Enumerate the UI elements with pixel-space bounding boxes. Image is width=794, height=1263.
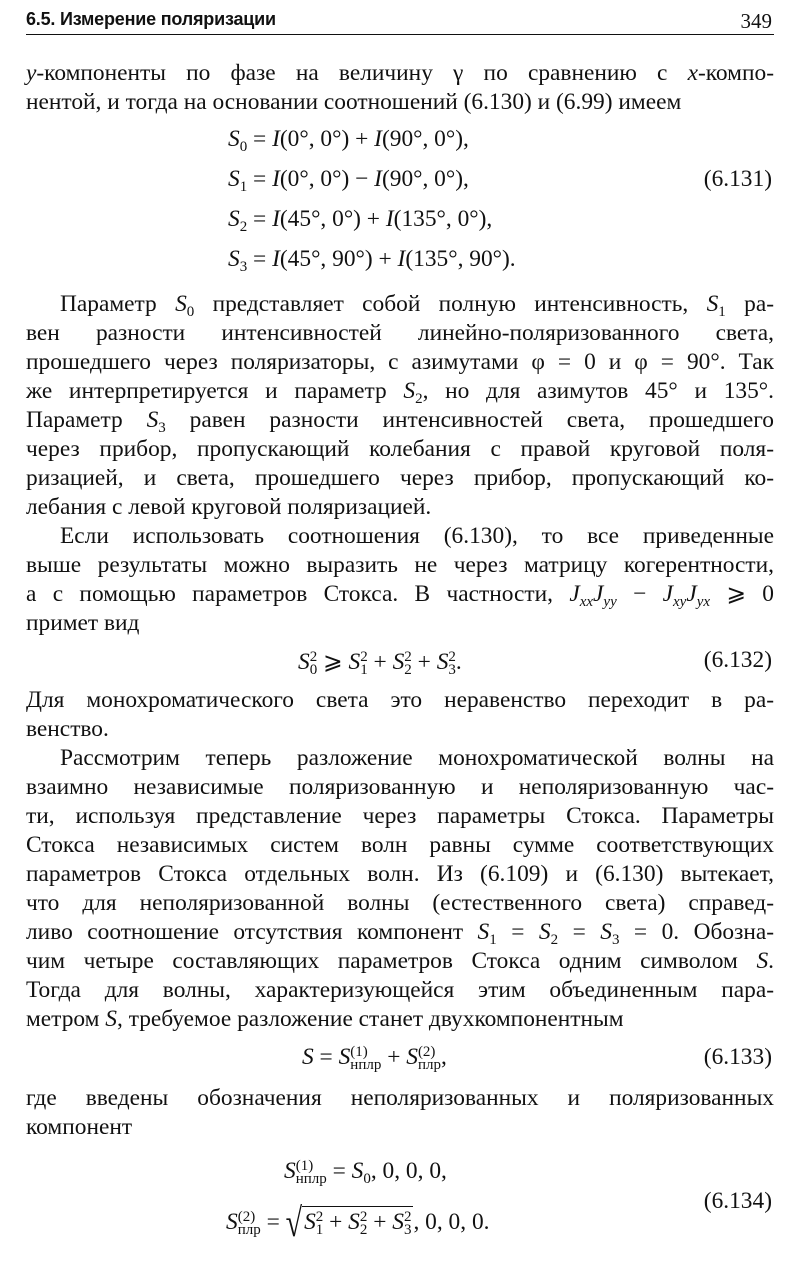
para6-line1: где введены обозначения неполяризованных и поляризованных: [26, 1085, 774, 1111]
running-header: [26, 9, 774, 35]
para5-line6: что для неполяризованной волны (естественного света) справед-: [26, 890, 774, 916]
para5-line5: параметров Стокса отдельных волн. Из (6.109) и (6.130) вытекает,: [26, 861, 774, 887]
para5-line9: Тогда для волны, характеризующейся этим объединенным пара-: [26, 977, 774, 1003]
eq-6-133: S = S (1) нплр + S (2) плр ,: [302, 1043, 447, 1073]
eq-6-132-number: (6.132): [703, 647, 772, 673]
para4-line2: венство.: [26, 716, 109, 742]
para3-line2: выше результаты можно выразить не через матрицу когерентности,: [26, 552, 774, 578]
para3-line3: а с помощью параметров Стокса. В частности, $J_{xx}J_{yy} - J_{xy}J_{yx}$ ⩾ 0: [26, 581, 774, 610]
section-title: 6.5. Измерение поляризации: [26, 9, 276, 29]
header-rule: [26, 34, 774, 35]
para3-line1: Если использовать соотношения (6.130), то все приведенные: [60, 523, 774, 549]
page-number: 349: [740, 9, 772, 33]
eq-6-131-row4: $S_3 = I(45^\circ$, 90°) + I(135°, 90°).: [228, 246, 516, 275]
para5-line7: ливо соотношение отсутствия компонент $S_1 = S_2 = S_3 = 0$. Обозна-: [26, 919, 775, 948]
eq-6-134-row1: S (1) нплр = $S_0$, 0, 0, 0,: [284, 1157, 447, 1187]
eq-6-133-number: (6.133): [703, 1044, 772, 1070]
eq-6-134-number: (6.134): [703, 1188, 772, 1214]
eq-6-132: S 2 0 ⩾ S 2 1 + S 2 2 + S 2 3 .: [298, 648, 462, 678]
para5-line4: Стокса независимых систем волн равны сумме соответствующих: [26, 832, 774, 858]
para3-line4: примет вид: [26, 610, 140, 636]
para6-line2: компонент: [26, 1114, 133, 1140]
para2-line5: Параметр $S_3$ равен разности интенсивностей света, прошедшего: [26, 407, 774, 436]
para1-line2: нентой, и тогда на основании соотношений (6.130) и (6.99) имеем: [26, 89, 682, 115]
para2-line2: вен разности интенсивностей линейно-поляризованного света,: [26, 320, 774, 346]
para2-line3: прошедшего через поляризаторы, с азимутами φ = 0 и φ = 90°. Так: [26, 349, 774, 375]
para5-line8: чим четыре составляющих параметров Стокса одним символом S.: [26, 948, 774, 974]
eq-6-131-number: (6.131): [703, 166, 772, 192]
eq-6-134-row2: S (2) плр = √S 2 1 + S 2 2 + S 2 3 , 0, 0, 0.: [226, 1201, 490, 1246]
eq-6-131-row3: $S_2 = I(45^\circ$, 0°) + I(135°, 0°),: [228, 206, 493, 235]
para2-line7: ризацией, и света, прошедшего через прибор, пропускающий ко-: [26, 465, 774, 491]
para1-line1: y-компоненты по фазе на величину γ по сравнению с x-компо-: [26, 60, 774, 86]
eq-6-131-row1: $S_0 = I(0^\circ$, 0°) + I(90°, 0°),: [228, 126, 469, 155]
para2-line6: через прибор, пропускающий колебания с правой круговой поля-: [26, 436, 774, 462]
para4-line1: Для монохроматического света это неравенство переходит в ра-: [26, 687, 774, 713]
para5-line1: Рассмотрим теперь разложение монохроматической волны на: [60, 745, 774, 771]
para5-line2: взаимно независимые поляризованную и неполяризованную час-: [26, 774, 774, 800]
eq-6-131-row2: $S_1 = I(0^\circ$, 0°) − I(90°, 0°),: [228, 166, 469, 195]
para2-line4: же интерпретируется и параметр $S_2$, но для азимутов 45° и 135°.: [26, 378, 774, 407]
para2-line1: Параметр $S_0$ представляет собой полную интенсивность, $S_1$ ра-: [60, 291, 774, 320]
para5-line10: метром S, требуемое разложение станет двухкомпонентным: [26, 1006, 624, 1032]
para5-line3: ти, используя представление через параметры Стокса. Параметры: [26, 803, 774, 829]
para2-line8: лебания с левой круговой поляризацией.: [26, 494, 432, 520]
